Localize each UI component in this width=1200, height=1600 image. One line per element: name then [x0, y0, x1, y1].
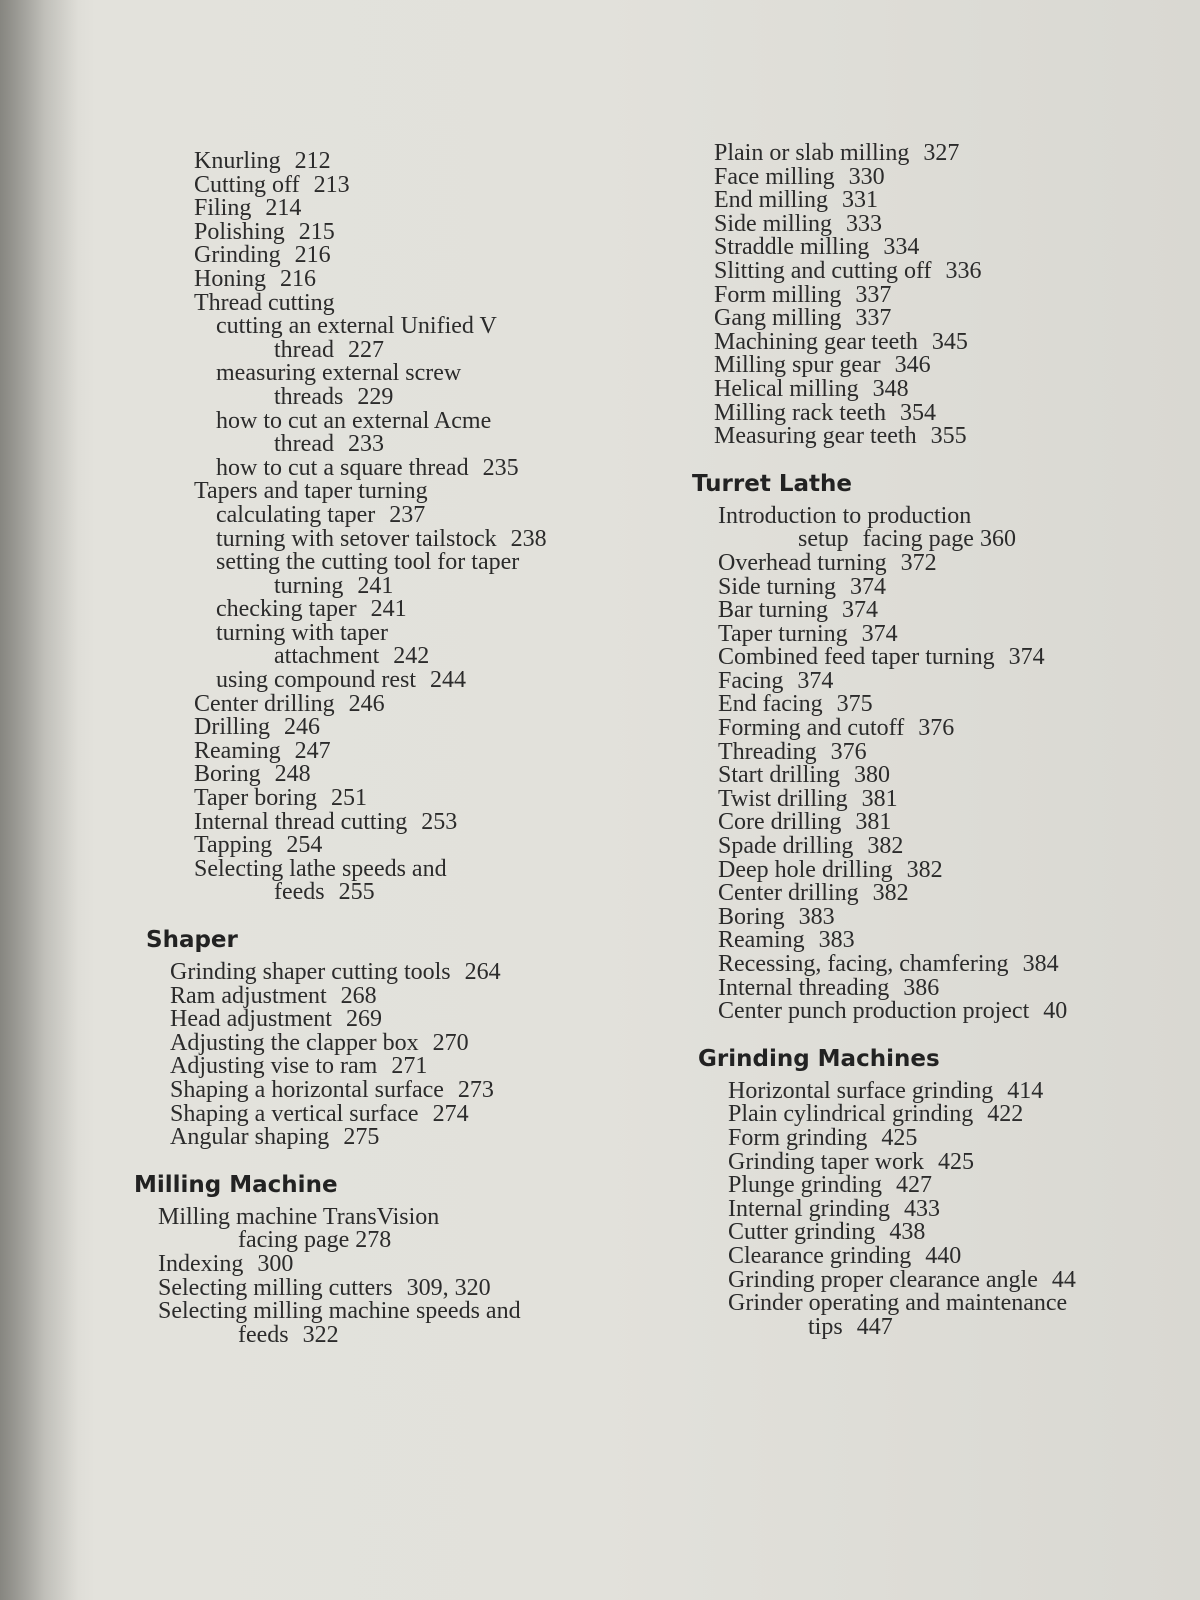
index-entry-page: 386 [903, 974, 940, 1001]
index-entry [158, 1321, 654, 1348]
index-entry [194, 855, 654, 882]
index-entry-page: 374 [861, 620, 898, 647]
lathe-continued-list [134, 150, 654, 905]
index-entry-text: Cutting off [194, 171, 300, 198]
index-entry-page: 425 [881, 1124, 918, 1151]
index-entry-page: 229 [357, 383, 394, 410]
index-entry [718, 693, 1200, 717]
index-entry-page: 247 [294, 737, 331, 764]
index-entry-page: 300 [257, 1250, 294, 1277]
index-entry-page: 382 [906, 856, 943, 883]
index-entry-page: 253 [421, 808, 458, 835]
index-entry-text: Reaming [718, 927, 805, 954]
index-entry [718, 929, 1200, 953]
index-entry-text: Tapers and taper turning [194, 478, 428, 505]
index-entry [718, 717, 1200, 741]
index-entry-page: 235 [482, 454, 519, 481]
index-entry-page: 384 [1022, 951, 1059, 977]
index-entry-text: Selecting milling machine speeds and [158, 1298, 521, 1325]
index-entry-text: turning [274, 572, 344, 599]
index-entry-page: 348 [872, 375, 909, 402]
index-entry [728, 1124, 1200, 1151]
index-column-right [692, 140, 1200, 1340]
index-entry-text: Recessing, facing, chamfering [718, 951, 1009, 977]
index-entry-text: Horizontal surface grinding [728, 1077, 994, 1104]
index-entry-text: Tapping [194, 832, 273, 859]
index-entry-page: 255 [338, 879, 375, 906]
index-entry-page: 374 [850, 573, 886, 600]
index-entry [714, 163, 1200, 190]
index-entry-text: Drilling [194, 714, 270, 741]
index-entry [170, 961, 654, 985]
index-entry-page: 427 [896, 1172, 932, 1199]
index-entry [170, 1126, 654, 1150]
index-entry-text: Straddle milling [714, 234, 870, 261]
index-entry-page: 440 [925, 1242, 962, 1269]
index-entry [170, 1100, 654, 1127]
index-entry-page: 40 [1043, 998, 1068, 1025]
index-entry-text: Grinding shaper cutting tools [170, 959, 451, 985]
index-entry-page: 241 [357, 572, 394, 599]
index-entry [194, 716, 654, 740]
index-entry-text: Angular shaping [170, 1124, 330, 1151]
index-entry-page: 380 [854, 762, 890, 789]
index-entry [194, 501, 654, 528]
index-entry [194, 383, 654, 410]
index-entry-text: Polishing [194, 218, 285, 245]
index-entry-page: 242 [393, 643, 430, 670]
index-entry-page: 213 [313, 171, 350, 198]
index-entry [714, 399, 1200, 426]
index-entry-page: 216 [294, 242, 331, 269]
index-entry-text: Adjusting vise to ram [170, 1053, 378, 1080]
index-entry-text: Bar turning [718, 597, 828, 624]
index-entry-page: 374 [841, 597, 878, 624]
index-entry-page: 212 [294, 148, 331, 174]
index-entry [194, 218, 654, 245]
index-entry-text: Boring [194, 761, 261, 788]
index-entry-page: 422 [987, 1101, 1024, 1128]
index-entry-text: Grinding [194, 242, 281, 269]
index-entry [170, 982, 654, 1009]
index-entry-text: Milling rack teeth [714, 399, 886, 426]
index-entry-text: Ram adjustment [170, 982, 327, 1009]
index-entry [718, 549, 1200, 576]
index-entry [194, 407, 654, 434]
index-entry-page: 337 [855, 305, 892, 332]
index-entry [194, 265, 654, 292]
index-entry-text: how to cut a square thread [216, 454, 469, 481]
index-entry-text: Center punch production project [718, 998, 1030, 1025]
section-heading-milling: Milling Machine [134, 1171, 338, 1198]
index-entry [714, 354, 1200, 378]
index-entry-text: End facing [718, 691, 823, 718]
index-entry-page: 215 [298, 218, 335, 245]
index-entry-page: 376 [918, 715, 955, 742]
index-entry [728, 1313, 1200, 1340]
index-entry [158, 1274, 654, 1301]
index-entry-text: Shaping a vertical surface [170, 1100, 419, 1127]
index-entry-page: 382 [872, 880, 909, 907]
index-entry-page: 248 [274, 761, 311, 788]
index-entry-page: 246 [284, 714, 320, 741]
index-entry-text: Machining gear teeth [714, 328, 918, 355]
index-entry [714, 281, 1200, 308]
index-entry-text: Form milling [714, 281, 842, 308]
index-entry [728, 1174, 1200, 1198]
index-entry [728, 1292, 1200, 1316]
index-entry-text: Selecting lathe speeds and [194, 855, 447, 882]
index-entry-text: turning with setover tailstock [216, 525, 497, 552]
index-entry-text: Side milling [714, 210, 833, 237]
index-entry [194, 787, 654, 811]
index-entry-text: cutting an external Unified V [216, 313, 497, 340]
index-entry-page: 237 [389, 501, 426, 528]
index-entry [718, 811, 1200, 835]
index-entry [194, 669, 654, 693]
index-entry-page: 330 [848, 163, 885, 190]
index-entry-page: 372 [900, 549, 937, 576]
index-entry-text: Center drilling [718, 880, 859, 907]
index-entry-text: Grinding taper work [728, 1148, 924, 1175]
index-entry [714, 257, 1200, 284]
index-entry [194, 480, 654, 504]
index-entry-text: Core drilling [718, 809, 842, 836]
index-entry [718, 599, 1200, 623]
index-entry [194, 551, 654, 575]
index-entry [194, 289, 654, 316]
index-entry-text: Threading [718, 738, 817, 765]
index-entry-page: 374 [797, 667, 834, 694]
grinding-list [700, 1077, 1200, 1340]
index-entry-text: Twist drilling [718, 785, 848, 812]
book-gutter-shadow [0, 0, 78, 1600]
index-entry [718, 573, 1200, 600]
index-entry-text: Forming and cutoff [718, 715, 905, 742]
index-entry-text: Honing [194, 265, 266, 292]
index-entry-page: 345 [931, 328, 968, 355]
index-entry-page: 273 [457, 1076, 494, 1103]
index-entry-page: 346 [894, 352, 931, 379]
index-entry [718, 903, 1200, 930]
index-entry-text: Introduction to production [718, 502, 972, 529]
index-entry [728, 1242, 1200, 1269]
index-entry [194, 244, 654, 268]
index-entry-page: 337 [855, 281, 892, 308]
index-entry [194, 454, 654, 481]
index-entry-page: 254 [286, 832, 323, 859]
index-entry [194, 315, 654, 339]
index-entry-page: 322 [302, 1321, 339, 1348]
index-entry-page: 214 [265, 195, 302, 222]
index-entry-page: 425 [937, 1148, 974, 1175]
index-entry-page: 383 [798, 903, 835, 930]
index-entry-text: Internal grinding [728, 1195, 890, 1222]
index-entry [194, 834, 654, 858]
milling-list [134, 1203, 654, 1348]
index-entry-text: Helical milling [714, 375, 859, 402]
index-entry [718, 856, 1200, 883]
index-entry [714, 236, 1200, 260]
index-entry-text: Filing [194, 195, 252, 222]
index-entry-text: Taper turning [718, 620, 848, 647]
index-entry [718, 835, 1200, 859]
index-entry-text: Milling spur gear [714, 352, 881, 379]
index-entry [194, 763, 654, 787]
index-entry [718, 528, 1200, 552]
index-entry [194, 336, 654, 363]
index-entry-page: 241 [370, 596, 407, 623]
index-entry-text: Form grinding [728, 1124, 868, 1151]
index-entry-page: 374 [1008, 644, 1045, 671]
index-entry-text: tips [808, 1313, 843, 1340]
index-entry-text: facing page 278 [238, 1227, 392, 1254]
index-column-left [134, 150, 654, 1347]
shaper-list [134, 961, 654, 1150]
index-entry-text: Knurling [194, 148, 281, 174]
index-entry-page: 246 [348, 690, 385, 717]
index-entry-page: 275 [343, 1124, 380, 1151]
index-entry-page: 227 [347, 336, 384, 363]
index-entry-page: 438 [889, 1219, 926, 1246]
index-entry [170, 1076, 654, 1103]
index-entry-page: 238 [510, 525, 547, 552]
index-entry [718, 785, 1200, 812]
index-entry-text: Head adjustment [170, 1006, 332, 1033]
index-entry [194, 619, 654, 646]
index-entry-page: 383 [818, 927, 855, 954]
index-entry-text: Shaping a horizontal surface [170, 1076, 444, 1103]
index-entry-text: Reaming [194, 737, 281, 764]
index-entry-text: thread [274, 336, 334, 363]
index-entry-text: how to cut an external Acme [216, 407, 492, 434]
index-entry [158, 1300, 654, 1324]
index-entry-text: Start drilling [718, 762, 840, 789]
index-entry-text: Grinder operating and maintenance [728, 1290, 1068, 1317]
index-entry-page: 334 [883, 234, 920, 261]
index-entry-text: feeds [274, 879, 325, 906]
index-entry-page: 382 [867, 833, 904, 860]
index-entry [714, 189, 1200, 213]
index-entry-text: Plunge grinding [728, 1172, 882, 1199]
index-entry-text: Thread cutting [194, 289, 335, 316]
index-entry-text: calculating taper [216, 501, 376, 528]
index-entry [194, 362, 654, 386]
index-entry [718, 974, 1200, 1001]
index-entry-text: feeds [238, 1321, 289, 1348]
index-entry-text: Selecting milling cutters [158, 1274, 393, 1301]
index-entry-text: Gang milling [714, 305, 842, 332]
index-entry-page: 270 [432, 1029, 469, 1056]
index-entry [194, 598, 654, 622]
index-entry [728, 1103, 1200, 1127]
index-entry-text: Slitting and cutting off [714, 257, 932, 284]
index-entry [714, 142, 1200, 166]
index-entry-page: 216 [280, 265, 316, 292]
index-entry-text: Internal thread cutting [194, 808, 408, 835]
index-entry-page: 251 [330, 785, 367, 812]
index-entry-text: Clearance grinding [728, 1242, 912, 1269]
index-entry-page: 336 [945, 257, 982, 284]
index-entry [158, 1203, 654, 1230]
index-entry-text: Milling machine TransVision [158, 1203, 440, 1230]
index-entry [170, 1029, 654, 1056]
index-entry-page: 274 [432, 1100, 469, 1127]
section-heading-turret-lathe: Turret Lathe [692, 470, 852, 497]
index-entry [728, 1195, 1200, 1222]
index-entry-page: 233 [347, 431, 384, 458]
index-entry [158, 1250, 654, 1277]
index-entry [194, 171, 654, 198]
index-entry-text: Facing [718, 667, 784, 694]
turret-lathe-list [700, 502, 1200, 1025]
index-entry-page: 414 [1007, 1077, 1044, 1104]
index-entry [714, 375, 1200, 402]
index-entry-text: Plain cylindrical grinding [728, 1101, 974, 1128]
index-entry [718, 502, 1200, 529]
index-entry-page: 327 [923, 140, 960, 166]
index-entry [718, 1000, 1200, 1024]
index-entry [718, 646, 1200, 670]
index-entry-text: Indexing [158, 1250, 244, 1277]
index-entry-text: Spade drilling [718, 833, 854, 860]
index-entry [194, 150, 654, 174]
index-entry [718, 620, 1200, 647]
index-entry-page: 355 [930, 423, 967, 450]
index-entry-text: Plain or slab milling [714, 140, 910, 166]
index-entry-text: Side turning [718, 573, 836, 600]
index-entry-text: attachment [274, 643, 380, 670]
index-entry-page: 376 [830, 738, 867, 765]
index-entry-text: using compound rest [216, 667, 416, 694]
index-entry-text: Internal threading [718, 974, 890, 1001]
index-entry [718, 667, 1200, 694]
index-entry [714, 425, 1200, 449]
index-entry-page: 309, 320 [406, 1274, 491, 1301]
index-entry [718, 953, 1200, 977]
index-entry-page: 269 [345, 1006, 382, 1033]
index-entry [714, 328, 1200, 355]
index-entry-page: 44 [1051, 1266, 1076, 1293]
index-entry [194, 525, 654, 552]
index-entry-text: Grinding proper clearance angle [728, 1266, 1038, 1293]
index-entry-page: facing page 360 [862, 526, 1016, 553]
index-entry-page: 268 [340, 982, 377, 1009]
index-entry-text: thread [274, 431, 334, 458]
section-heading-shaper: Shaper [146, 927, 238, 953]
index-entry [194, 690, 654, 717]
index-entry-text: Taper boring [194, 785, 317, 812]
index-entry-page: 264 [464, 959, 501, 985]
index-entry-page: 331 [842, 187, 878, 214]
index-entry-page: 447 [856, 1313, 893, 1340]
index-entry-page: 381 [861, 785, 898, 812]
index-entry-text: Deep hole drilling [718, 856, 893, 883]
index-entry-text: turning with taper [216, 619, 388, 646]
index-entry-text: Cutter grinding [728, 1219, 876, 1246]
index-entry-text: threads [274, 383, 344, 410]
index-entry [728, 1266, 1200, 1293]
index-entry-text: Overhead turning [718, 549, 887, 576]
index-entry [158, 1229, 654, 1253]
index-entry [194, 433, 654, 457]
index-entry [728, 1148, 1200, 1175]
index-entry [718, 738, 1200, 765]
index-entry [728, 1077, 1200, 1104]
index-entry-text: Boring [718, 903, 785, 930]
index-entry-page: 433 [903, 1195, 940, 1222]
milling-continued-list [700, 142, 1200, 449]
index-entry-text: Center drilling [194, 690, 335, 717]
index-entry [194, 197, 654, 221]
index-entry-text: Combined feed taper turning [718, 644, 995, 671]
index-entry-text: Adjusting the clapper box [170, 1029, 419, 1056]
index-entry [194, 808, 654, 835]
index-entry-text: checking taper [216, 596, 357, 623]
index-entry-page: 354 [899, 399, 936, 426]
index-entry-text: setting the cutting tool for taper [216, 549, 520, 576]
index-entry [194, 572, 654, 599]
index-entry [718, 882, 1200, 906]
index-entry-text: measuring external screw [216, 360, 462, 387]
index-entry-page: 333 [846, 210, 883, 237]
index-entry-page: 271 [391, 1053, 428, 1080]
index-entry [714, 307, 1200, 331]
index-entry [714, 210, 1200, 237]
index-entry [170, 1008, 654, 1032]
index-entry [194, 645, 654, 669]
index-entry [728, 1221, 1200, 1245]
index-entry [718, 764, 1200, 788]
index-entry-page: 381 [855, 809, 892, 836]
index-entry [194, 737, 654, 764]
index-entry-text: Face milling [714, 163, 835, 190]
index-entry [194, 881, 654, 905]
index-entry-text: Measuring gear teeth [714, 423, 917, 450]
section-heading-grinding: Grinding Machines [698, 1045, 940, 1072]
index-entry-text: End milling [714, 187, 828, 214]
index-entry-text: setup [798, 526, 849, 553]
index-entry [170, 1055, 654, 1079]
index-entry-page: 375 [836, 691, 873, 718]
index-entry-page: 244 [429, 667, 466, 694]
